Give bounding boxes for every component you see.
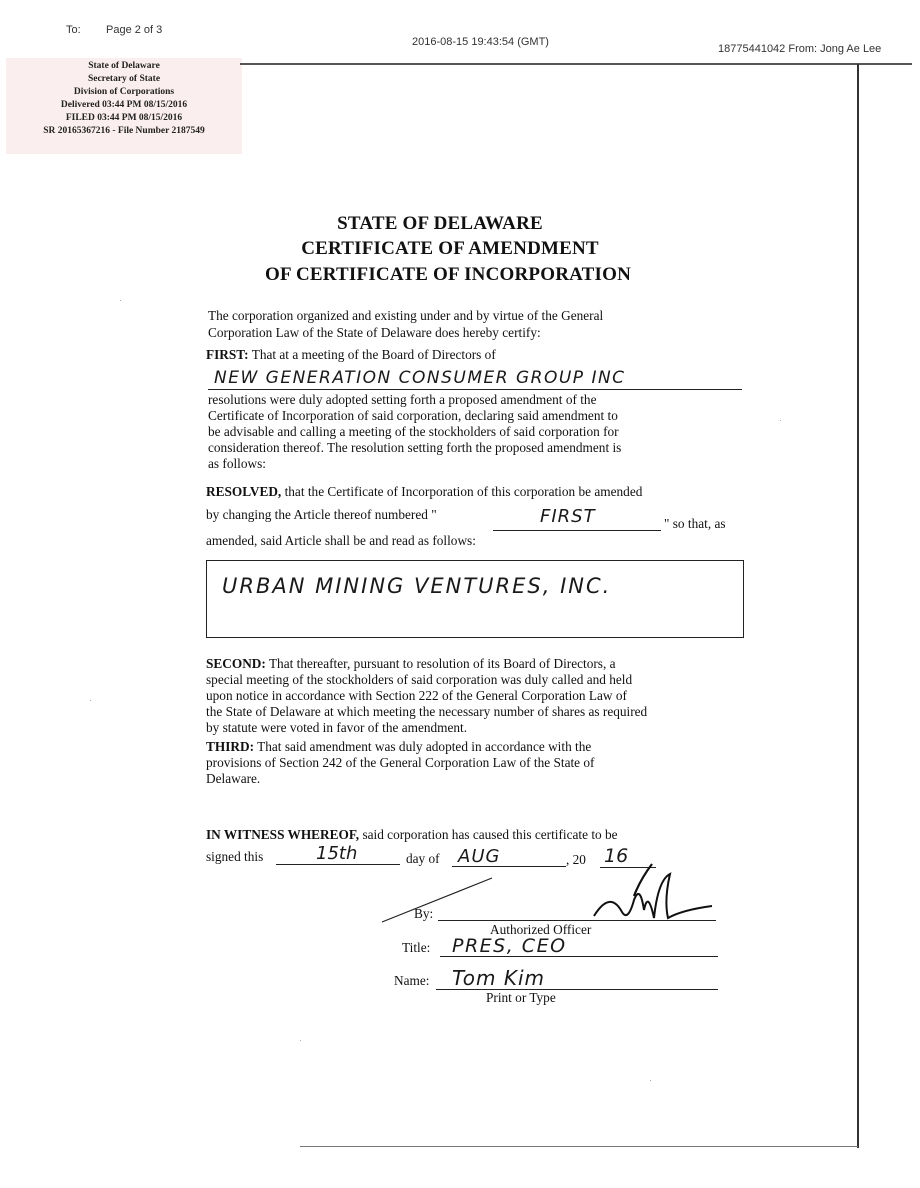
second-label: SECOND: <box>206 656 266 671</box>
amended-article-box <box>206 560 744 638</box>
first-line: resolutions were duly adopted setting forth a proposed amendment of the <box>208 392 597 407</box>
name-label: Name: <box>394 973 430 988</box>
filing-stamp <box>6 58 242 154</box>
second-line: the State of Delaware at which meeting the necessary number of shares as required <box>206 704 648 719</box>
amended-article-text: URBAN MINING VENTURES, INC. <box>222 574 612 598</box>
fax-page-number: Page 2 of 3 <box>106 24 163 36</box>
scan-speck <box>90 700 91 701</box>
document-title-line3: OF CERTIFICATE OF INCORPORATION <box>264 264 632 285</box>
fax-from: 18775441042 From: Jong Ae Lee <box>718 43 882 55</box>
stamp-line: Delivered 03:44 PM 08/15/2016 <box>60 100 188 110</box>
third-line: provisions of Section 242 of the General Corporation Law of the State of <box>206 755 595 770</box>
second-line1 <box>206 656 746 672</box>
stamp-line: SR 20165367216 - File Number 2187549 <box>43 126 205 136</box>
third-label: THIRD: <box>206 739 255 754</box>
fax-to-label: To: <box>66 24 81 36</box>
resolved-line1 <box>206 484 642 500</box>
third-line1 <box>206 739 591 755</box>
second-text: That thereafter, pursuant to resolution of its Board of Directors, a <box>268 656 616 671</box>
company-name-handwritten: NEW GENERATION CONSUMER GROUP INC <box>214 368 626 388</box>
intro-line: Corporation Law of the State of Delaware does hereby certify: <box>208 325 541 340</box>
first-line: Certificate of Incorporation of said corporation, declaring said amendment to <box>208 408 618 423</box>
print-or-type-label: Print or Type <box>486 990 556 1005</box>
day-of-label: day of <box>406 851 440 866</box>
first-lead-text: That at a meeting of the Board of Directors of <box>251 347 496 362</box>
resolved-line2-a: by changing the Article thereof numbered " <box>206 507 437 522</box>
scan-speck <box>650 1080 651 1081</box>
resolved-text: that the Certificate of Incorporation of this corporation be amended <box>284 484 643 499</box>
signature-underline <box>438 920 716 921</box>
resolved-line3: amended, said Article shall be and read as follows: <box>206 533 476 548</box>
witness-label: IN WITNESS WHEREOF, <box>206 827 360 842</box>
article-number-underline <box>493 530 661 531</box>
stamp-line: Division of Corporations <box>73 87 175 97</box>
intro-line: The corporation organized and existing under and by virtue of the General <box>208 308 604 323</box>
document-title-line2: CERTIFICATE OF AMENDMENT <box>301 238 599 259</box>
first-line: as follows: <box>208 456 266 471</box>
first-paragraph-lead <box>206 347 496 363</box>
second-line: special meeting of the stockholders of said corporation was duly called and held <box>206 672 633 687</box>
page-border-top <box>240 63 912 65</box>
third-line: Delaware. <box>206 771 261 786</box>
resolved-line2-b: " so that, as <box>664 516 726 531</box>
year-prefix: , 20 <box>566 852 586 867</box>
by-label: By: <box>414 906 434 921</box>
stamp-line: Secretary of State <box>87 74 161 84</box>
second-line: by statute were voted in favor of the amendment. <box>206 720 468 735</box>
resolved-label: RESOLVED, <box>206 484 282 499</box>
document-title-line1: STATE OF DELAWARE <box>337 213 543 234</box>
signed-day-handwritten: 15th <box>316 843 358 864</box>
first-label: FIRST: <box>206 347 249 362</box>
company-name-underline <box>208 389 742 390</box>
officer-name-handwritten: Tom Kim <box>452 966 545 990</box>
stamp-line: State of Delaware <box>88 61 160 71</box>
signed-month-handwritten: AUG <box>458 846 501 867</box>
title-label: Title: <box>402 940 431 955</box>
stamp-line: FILED 03:44 PM 08/15/2016 <box>65 113 183 123</box>
third-text: That said amendment was duly adopted in accordance with the <box>257 739 592 754</box>
page-border-bottom <box>300 1146 858 1147</box>
scan-speck <box>780 420 781 421</box>
scan-speck <box>120 300 121 301</box>
first-line: be advisable and calling a meeting of the stockholders of said corporation for <box>208 424 619 439</box>
signed-year-handwritten: 16 <box>604 845 629 867</box>
witness-text: said corporation has caused this certificate to be <box>362 827 618 842</box>
signed-this-label: signed this <box>206 849 264 864</box>
second-line: upon notice in accordance with Section 222 of the General Corporation Law of <box>206 688 627 703</box>
scan-speck <box>300 1040 301 1041</box>
article-number-handwritten: FIRST <box>540 506 596 527</box>
first-line: consideration thereof. The resolution setting forth the proposed amendment is <box>208 440 622 455</box>
officer-title-handwritten: PRES, CEO <box>452 935 567 957</box>
fax-timestamp: 2016-08-15 19:43:54 (GMT) <box>412 36 549 48</box>
witness-line1 <box>206 827 618 843</box>
authorized-officer-label: Authorized Officer <box>490 922 592 937</box>
